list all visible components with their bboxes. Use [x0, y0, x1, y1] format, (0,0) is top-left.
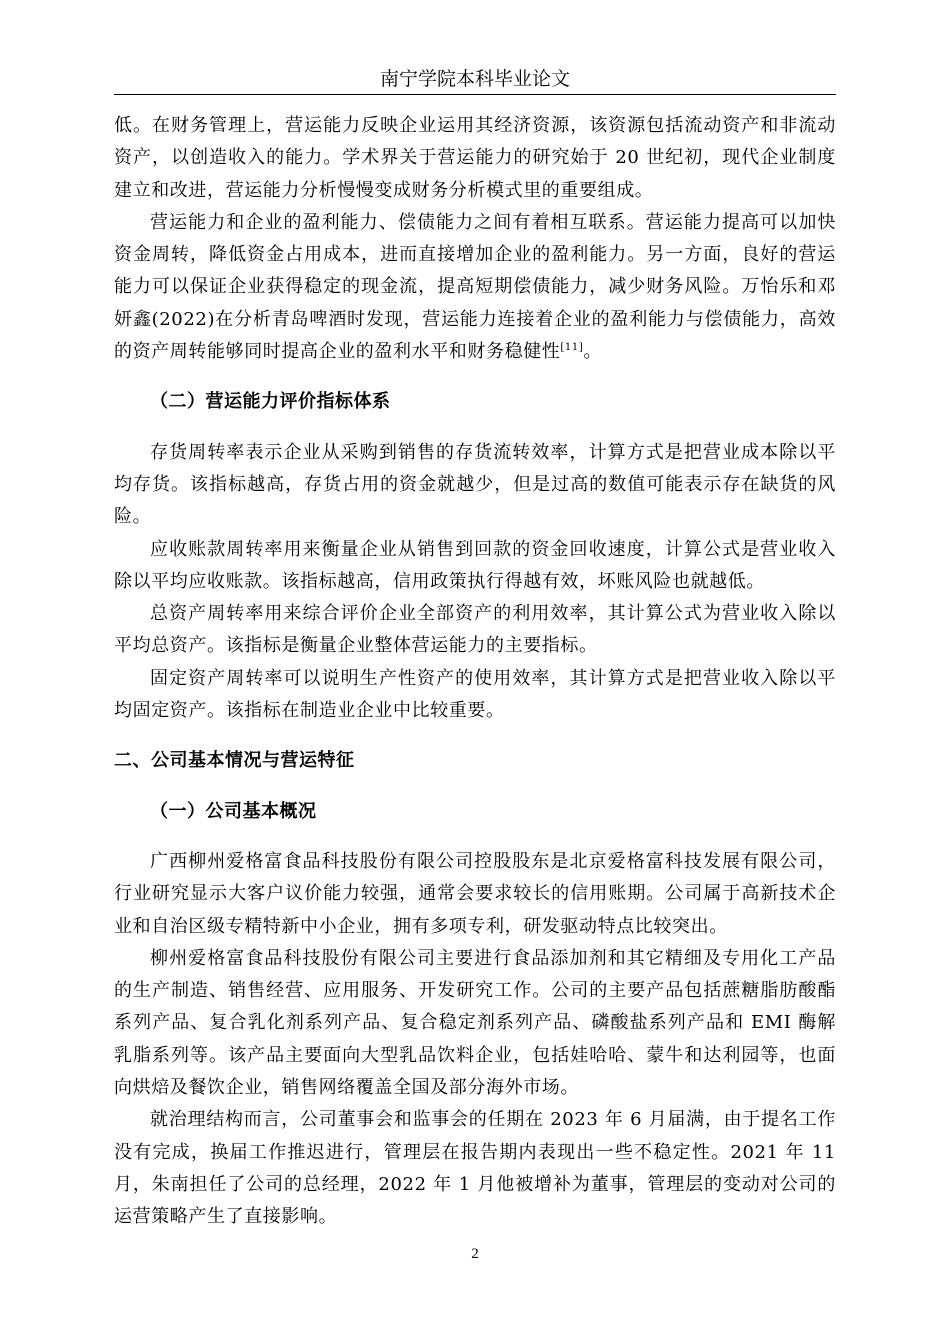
page-body — [114, 110, 836, 1234]
paragraph: 应收账款周转率用来衡量企业从销售到回款的资金回收速度，计算公式是营业收入除以平均应收账款。该指标越高，信用政策执行得越有效，坏账风险也就越低。 — [114, 538, 836, 592]
paragraph: 柳州爱格富食品科技股份有限公司主要进行食品添加剂和其它精细及专用化工产品的生产制造、销售经营、应用服务、开发研究工作。公司的主要产品包括蔗糖脂肪酸酯系列产品、复合乳化剂系列产品、复合稳定剂系列产品、磷酸盐系列产品和 EMI 酶解乳脂系列等。该产品主要面向大型乳品饮料企业，包括娃哈哈、蒙牛和达利园等，也面向烘焙及餐饮企业，销售网络覆盖全国及部分海外市场。 — [114, 947, 836, 1099]
page-header — [114, 64, 836, 95]
paragraph: 低。在财务管理上，营运能力反映企业运用其经济资源，该资源包括流动资产和非流动资产，以创造收入的能力。学术界关于营运能力的研究始于 20 世纪初，现代企业制度建立和改进，营运能力分析慢慢变成财务分析模式里的重要组成。 — [114, 115, 836, 201]
citation-ref: [11] — [560, 342, 584, 354]
subsection-heading: （一）公司基本概况 — [150, 800, 317, 822]
paragraph-text: 营运能力和企业的盈利能力、偿债能力之间有着相互联系。营运能力提高可以加快资金周转，降低资金占用成本，进而直接增加企业的盈利能力。另一方面，良好的营运能力可以保证企业获得稳定的现金流，提高短期偿债能力，减少财务风险。万怡乐和邓妍鑫(2022)在分析青岛啤酒时发现，营运能力连接着企业的盈利能力与偿债能力，高效的资产周转能够同时提高企业的盈利水平和财务稳健性 — [114, 211, 836, 363]
paragraph: 存货周转率表示企业从采购到销售的存货流转效率，计算方式是把营业成本除以平均存货。该指标越高，存货占用的资金就越少，但是过高的数值可能表示存在缺货的风险。 — [114, 441, 836, 528]
paragraph-end: 。 — [583, 341, 602, 363]
paragraph — [114, 207, 836, 368]
paragraph: 广西柳州爱格富食品科技股份有限公司控股股东是北京爱格富科技发展有限公司，行业研究显示大客户议价能力较强，通常会要求较长的信用账期。公司属于高新技术企业和自治区级专精特新中小企业，拥有多项专利，研发驱动特点比较突出。 — [114, 850, 836, 937]
header-title: 南宁学院本科毕业论文 — [379, 68, 570, 90]
paragraph: 固定资产周转率可以说明生产性资产的使用效率，其计算方式是把营业收入除以平均固定资产。该指标在制造业企业中比较重要。 — [114, 667, 836, 722]
page-number: 2 — [471, 1246, 479, 1262]
section-heading: 二、公司基本情况与营运特征 — [114, 750, 355, 772]
subsection-heading: （二）营运能力评价指标体系 — [150, 391, 391, 413]
paragraph: 总资产周转率用来综合评价企业全部资产的利用效率，其计算公式为营业收入除以平均总资产。该指标是衡量企业整体营运能力的主要指标。 — [114, 603, 836, 657]
paragraph: 就治理结构而言，公司董事会和监事会的任期在 2023 年 6 月届满，由于提名工作没有完成，换届工作推迟进行，管理层在报告期内表现出一些不稳定性。2021 年 11 月，朱南担任了公司的总经理，2022 年 1 月他被增补为董事，管理层的变动对公司的运营策略产生了直接影响。 — [114, 1109, 836, 1228]
